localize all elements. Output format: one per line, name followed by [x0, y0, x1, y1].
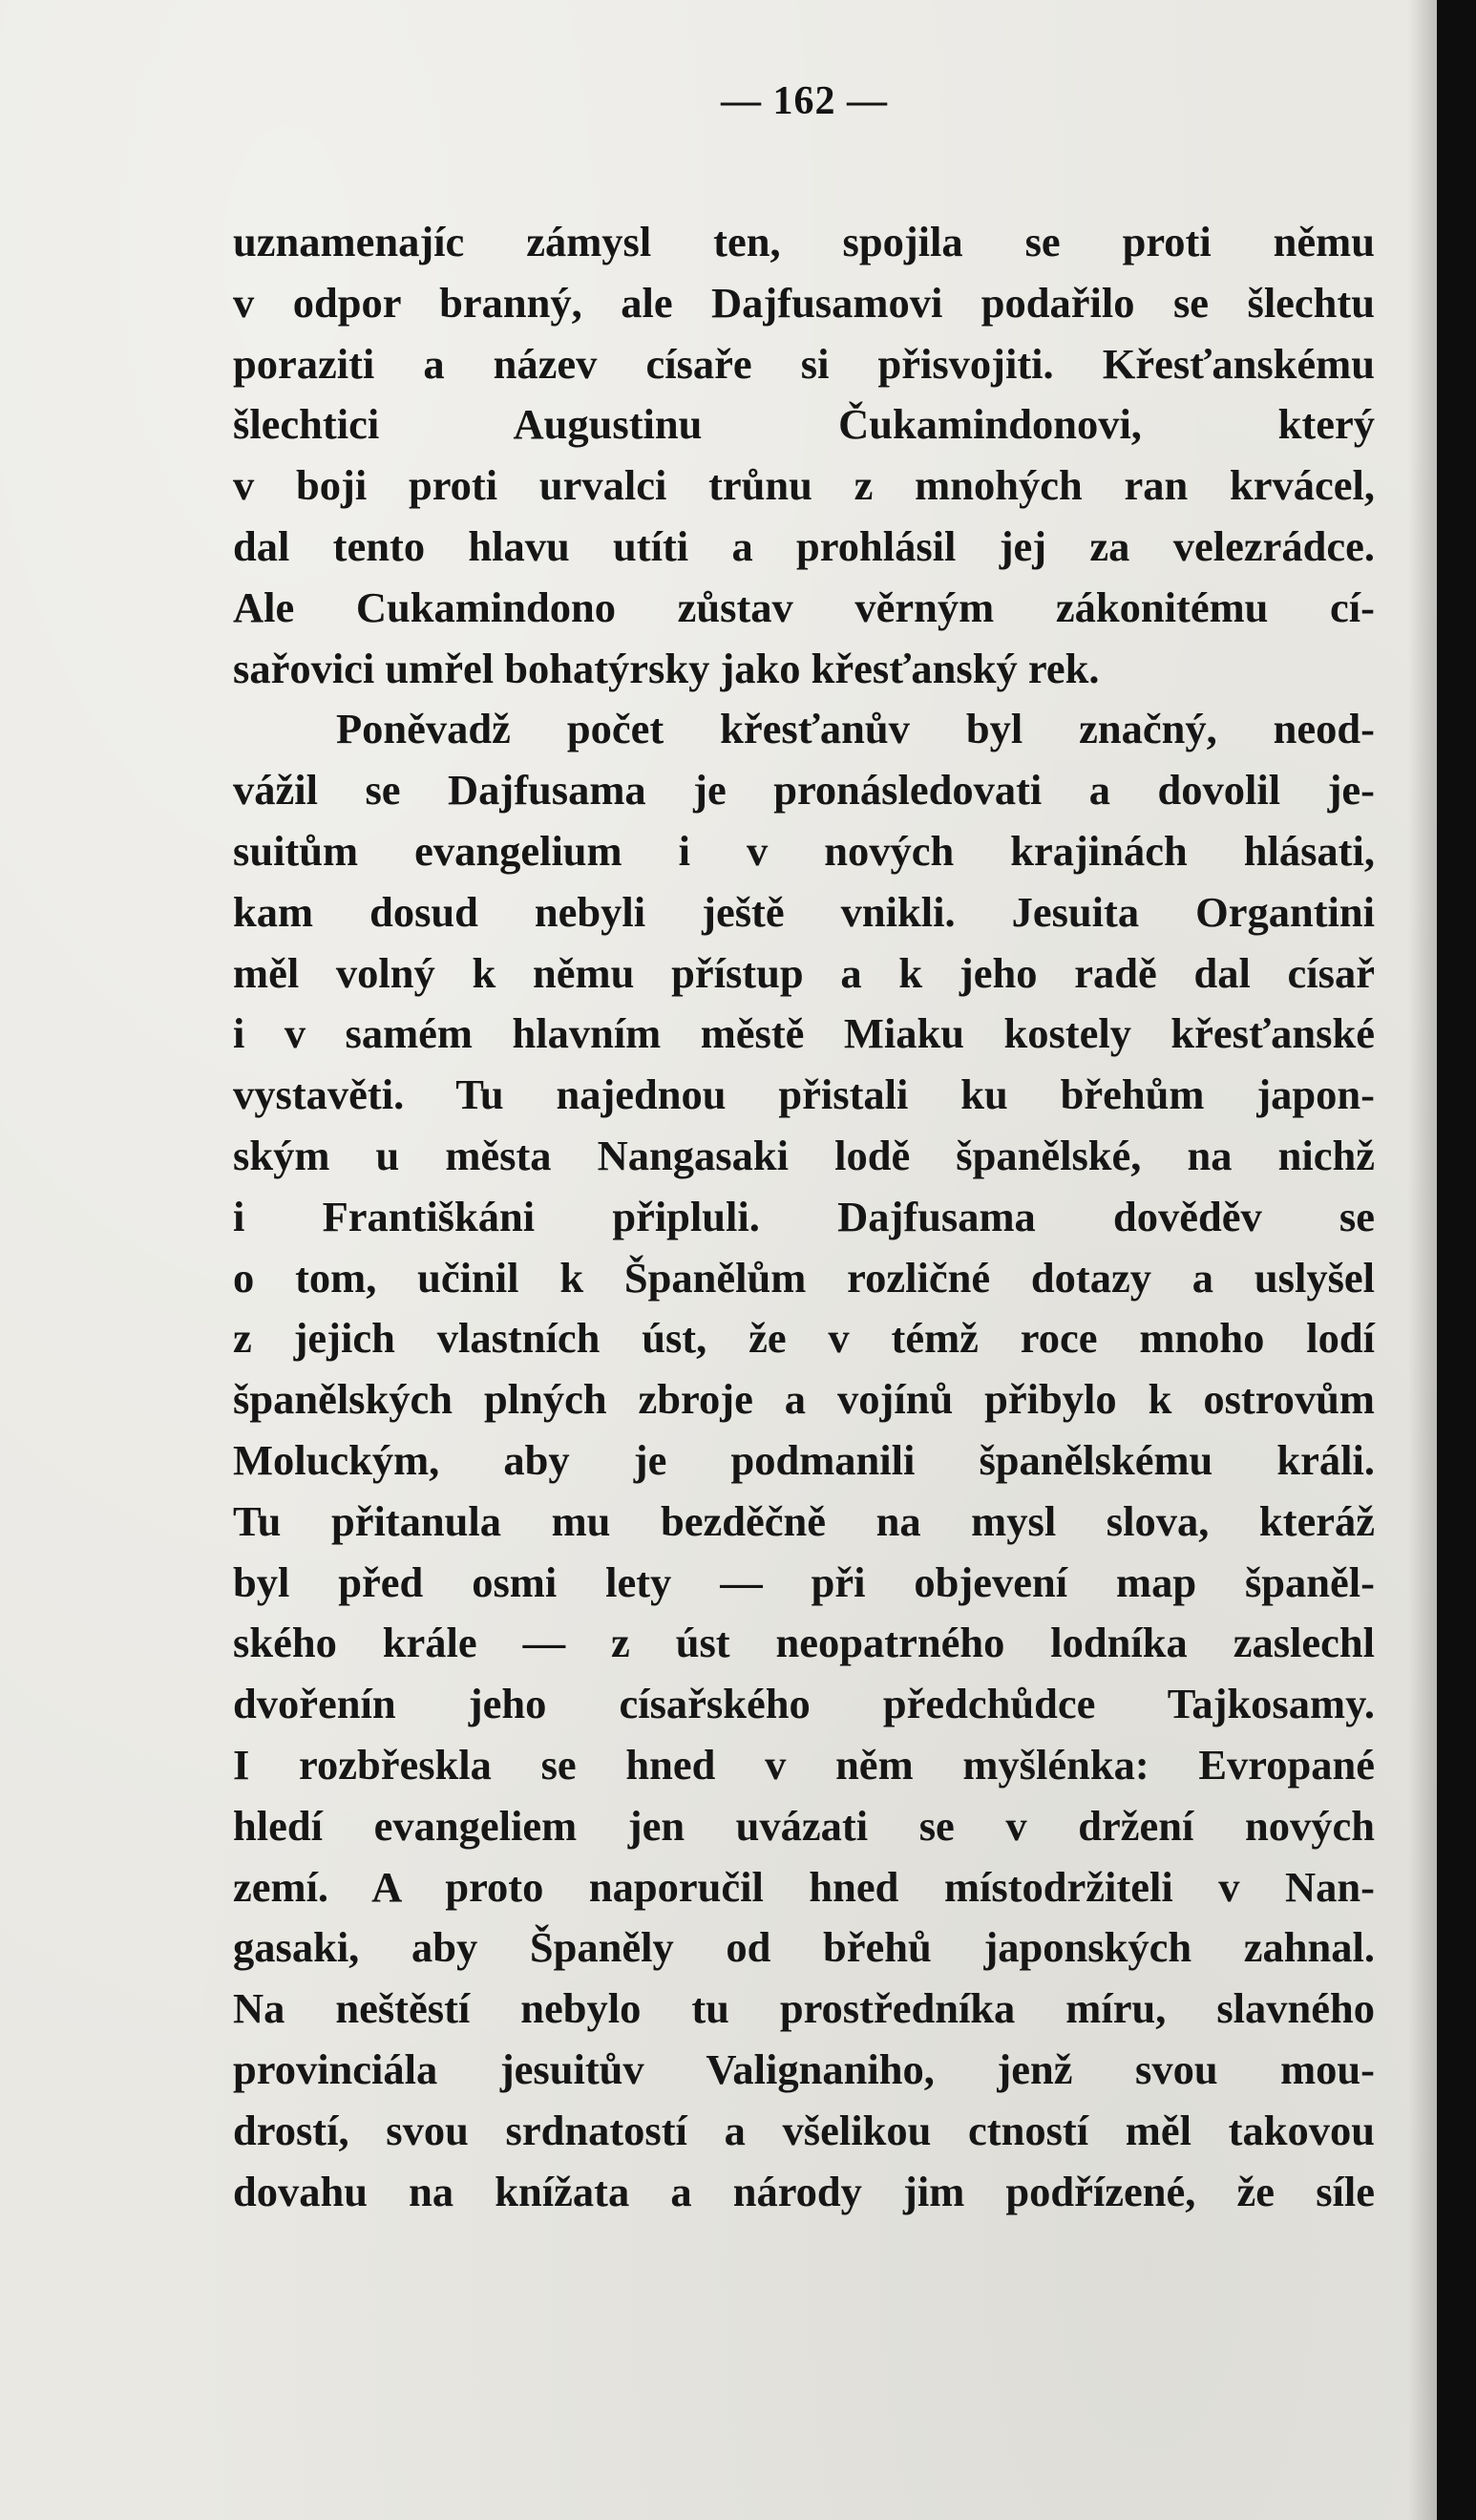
- text-line: šlechtici Augustinu Čukamindonovi, který: [233, 400, 1375, 449]
- text-line: byl před osmi lety — při objevení map španěl-: [233, 1557, 1375, 1606]
- text-line: provinciála jesuitův Valignaniho, jenž svou mou-: [233, 2044, 1375, 2093]
- text-line: Moluckým, aby je podmanili španělskému králi.: [233, 1435, 1375, 1484]
- text-line: dvořenín jeho císařského předchůdce Tajkosamy.: [233, 1680, 1375, 1728]
- text-line: gasaki, aby Španěly od břehů japonských zahnal.: [233, 1923, 1375, 1972]
- paragraph-first-line: Poněvadž počet křesťanův byl značný, neod-: [336, 705, 1375, 753]
- text-line: sařovici umřel bohatýrsky jako křesťanský rek.: [233, 644, 1100, 692]
- text-line: zemí. A proto naporučil hned místodržiteli v Nan-: [233, 1862, 1375, 1911]
- text-line: suitům evangelium i v nových krajinách hlásati,: [233, 826, 1375, 875]
- text-line: dal tento hlavu utíti a prohlásil jej za velezrádce.: [233, 521, 1375, 570]
- text-line: ským u města Nangasaki lodě španělské, na nichž: [233, 1131, 1375, 1179]
- text-line: i v samém hlavním městě Miaku kostely křesťanské: [233, 1009, 1375, 1058]
- text-line: kam dosud nebyli ještě vnikli. Jesuita Organtini: [233, 887, 1375, 936]
- text-line: v odpor branný, ale Dajfusamovi podařilo se šlechtu: [233, 278, 1375, 327]
- text-line: Na neštěstí nebylo tu prostředníka míru, slavného: [233, 1984, 1375, 2033]
- text-line: poraziti a název císaře si přisvojiti. Křesťanskému: [233, 339, 1375, 388]
- text-line: Ale Cukamindono zůstav věrným zákonitému cí-: [233, 582, 1375, 631]
- text-line: měl volný k němu přístup a k jeho radě dal císař: [233, 948, 1375, 997]
- text-line: Tu přitanula mu bezděčně na mysl slova, kteráž: [233, 1496, 1375, 1545]
- text-line: o tom, učinil k Španělům rozličné dotazy a uslyšel: [233, 1253, 1375, 1302]
- text-line: hledí evangeliem jen uvázati se v držení nových: [233, 1801, 1375, 1850]
- text-line: vážil se Dajfusama je pronásledovati a dovolil je-: [233, 766, 1375, 815]
- text-line: z jejich vlastních úst, že v témž roce mnoho lodí: [233, 1314, 1375, 1363]
- text-line: dovahu na knížata a národy jim podřízené, že síle: [233, 2167, 1375, 2215]
- text-line: uznamenajíc zámysl ten, spojila se proti němu: [233, 218, 1375, 265]
- text-line: I rozbřeskla se hned v něm myšlénka: Evropané: [233, 1740, 1375, 1789]
- page-edge-shadow: [1408, 0, 1437, 2520]
- text-line: v boji proti urvalci trůnu z mnohých ran krvácel,: [233, 461, 1375, 510]
- text-line: vystavěti. Tu najednou přistali ku břehům japon-: [233, 1070, 1375, 1119]
- text-line: ského krále — z úst neopatrného lodníka zaslechl: [233, 1619, 1375, 1667]
- body-text: [233, 212, 1375, 2222]
- page-number: — 162 —: [721, 79, 888, 123]
- text-line: i Františkáni připluli. Dajfusama dověděv se: [233, 1192, 1375, 1240]
- text-line: španělských plných zbroje a vojínů přibylo k ostrovům: [233, 1375, 1375, 1424]
- text-line: drostí, svou srdnatostí a všelikou ctností měl takovou: [233, 2106, 1375, 2154]
